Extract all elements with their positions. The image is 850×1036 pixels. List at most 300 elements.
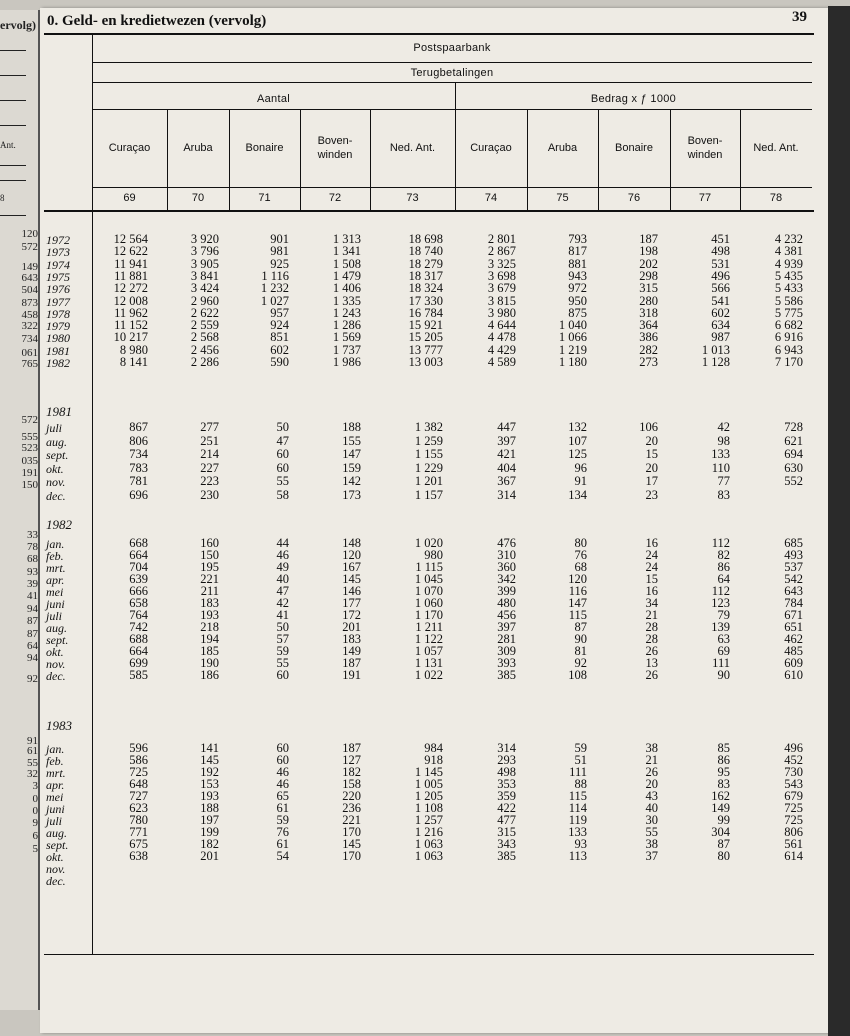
table-cell: 198 xyxy=(639,244,658,259)
bank-header: Postspaarbank xyxy=(413,42,491,54)
table-cell: 227 xyxy=(200,460,219,475)
table-cell: 221 xyxy=(200,572,219,586)
column-header: Boven- winden xyxy=(317,135,353,161)
row-label: juni xyxy=(46,597,65,611)
row-label: okt. xyxy=(46,461,64,476)
previous-page-fragment: 92 xyxy=(27,673,38,685)
previous-page-fragment: 523 xyxy=(21,442,38,454)
table-cell: 44 xyxy=(276,536,289,550)
table-cell: 784 xyxy=(784,596,803,610)
table-cell: 87 xyxy=(574,620,587,634)
table-cell: 139 xyxy=(711,620,730,634)
table-cell: 452 xyxy=(784,753,803,767)
table-cell: 981 xyxy=(270,244,289,259)
row-label: juli xyxy=(46,609,63,623)
table-cell: 61 xyxy=(276,801,289,815)
row-label: feb. xyxy=(46,754,64,768)
table-cell: 694 xyxy=(784,447,803,462)
table-cell: 485 xyxy=(784,644,803,658)
row-label: 1976 xyxy=(46,282,70,297)
table-cell: 106 xyxy=(639,420,658,434)
table-cell: 69 xyxy=(717,644,730,658)
table-cell: 1 201 xyxy=(414,474,443,489)
table-cell: 55 xyxy=(276,656,289,670)
table-cell: 15 xyxy=(645,447,658,462)
previous-page-fragment: 94 xyxy=(27,652,38,664)
table-cell: 950 xyxy=(568,293,587,308)
table-cell: 15 921 xyxy=(408,318,443,333)
table-cell: 943 xyxy=(568,268,587,283)
row-label: aug. xyxy=(46,826,67,840)
column-divider xyxy=(229,109,230,210)
previous-page-fragment: 873 xyxy=(21,297,38,309)
table-cell: 1 040 xyxy=(558,318,587,333)
table-cell: 498 xyxy=(497,765,516,779)
table-cell: 918 xyxy=(424,753,443,767)
row-label: aug. xyxy=(46,621,67,635)
table-cell: 1 180 xyxy=(558,355,587,369)
previous-page-fragment: 8 xyxy=(0,193,5,203)
table-cell: 57 xyxy=(276,632,289,646)
table-cell: 86 xyxy=(717,753,730,767)
column-header: Bonaire xyxy=(615,142,653,154)
table-cell: 596 xyxy=(129,741,148,755)
table-cell: 1 170 xyxy=(414,608,443,622)
table-cell: 159 xyxy=(342,460,361,475)
row-label: 1980 xyxy=(46,331,70,346)
table-cell: 83 xyxy=(717,777,730,791)
table-cell: 5 775 xyxy=(774,305,803,320)
table-cell: 309 xyxy=(497,644,516,658)
table-cell: 1 022 xyxy=(414,668,443,682)
previous-page-fragment: 322 xyxy=(21,320,38,332)
table-cell: 18 317 xyxy=(408,268,443,283)
table-cell: 7 170 xyxy=(774,355,803,369)
previous-page-fragment: 572 xyxy=(21,241,38,253)
table-cell: 621 xyxy=(784,433,803,448)
previous-page-fragment: 32 xyxy=(27,768,38,780)
table-cell: 28 xyxy=(645,620,658,634)
table-cell: 704 xyxy=(129,560,148,574)
rule-below-colnums xyxy=(44,210,814,212)
row-label: feb. xyxy=(46,549,64,563)
table-cell: 3 980 xyxy=(487,305,516,320)
table-cell: 37 xyxy=(645,849,658,863)
column-header: Ned. Ant. xyxy=(389,142,436,154)
table-cell: 783 xyxy=(129,460,148,475)
table-cell: 1 219 xyxy=(558,342,587,357)
table-cell: 18 740 xyxy=(408,244,443,259)
table-cell: 1 131 xyxy=(414,656,443,670)
previous-page-fragment: 78 xyxy=(27,541,38,553)
table-cell: 1 286 xyxy=(332,318,361,333)
table-cell: 40 xyxy=(645,801,658,815)
column-header: Curaçao xyxy=(470,142,512,154)
previous-page-rule xyxy=(0,165,26,166)
table-cell: 5 586 xyxy=(774,293,803,308)
table-cell: 21 xyxy=(645,608,658,622)
table-cell: 120 xyxy=(568,572,587,586)
table-cell: 34 xyxy=(645,596,658,610)
previous-page-fragment: 87 xyxy=(27,628,38,640)
table-cell: 972 xyxy=(568,281,587,296)
table-cell: 851 xyxy=(270,330,289,345)
table-cell: 8 980 xyxy=(119,342,148,357)
table-cell: 1 115 xyxy=(415,560,443,574)
table-cell: 1 128 xyxy=(701,355,730,369)
column-divider xyxy=(370,109,371,210)
table-cell: 38 xyxy=(645,837,658,851)
table-cell: 675 xyxy=(129,837,148,851)
table-cell: 3 698 xyxy=(487,268,516,283)
table-cell: 1 479 xyxy=(332,268,361,283)
table-cell: 8 141 xyxy=(119,355,148,369)
table-cell: 145 xyxy=(342,837,361,851)
table-cell: 1 057 xyxy=(414,644,443,658)
row-label: dec. xyxy=(46,669,66,683)
table-cell: 925 xyxy=(270,256,289,271)
table-cell: 310 xyxy=(497,548,516,562)
table-cell: 50 xyxy=(276,620,289,634)
table-cell: 141 xyxy=(200,741,219,755)
table-cell: 304 xyxy=(711,825,730,839)
table-cell: 49 xyxy=(276,560,289,574)
table-cell: 5 435 xyxy=(774,268,803,283)
column-divider xyxy=(167,109,168,210)
bottom-rule xyxy=(44,954,814,955)
table-cell: 3 920 xyxy=(190,232,219,246)
table-cell: 182 xyxy=(200,837,219,851)
table-cell: 537 xyxy=(784,560,803,574)
table-cell: 187 xyxy=(639,232,658,246)
table-cell: 190 xyxy=(200,656,219,670)
column-divider xyxy=(527,109,528,210)
table-cell: 170 xyxy=(342,825,361,839)
table-cell: 30 xyxy=(645,813,658,827)
table-cell: 17 xyxy=(645,474,658,489)
table-cell: 47 xyxy=(276,433,289,448)
table-cell: 602 xyxy=(270,342,289,357)
table-cell: 4 589 xyxy=(487,355,516,369)
previous-page-fragment: 3 xyxy=(32,780,38,792)
table-cell: 186 xyxy=(200,668,219,682)
table-cell: 68 xyxy=(574,560,587,574)
table-cell: 201 xyxy=(200,849,219,863)
table-cell: 183 xyxy=(342,632,361,646)
table-cell: 3 424 xyxy=(190,281,219,296)
table-cell: 623 xyxy=(129,801,148,815)
table-cell: 64 xyxy=(717,572,730,586)
row-label: 1975 xyxy=(46,269,70,284)
table-cell: 83 xyxy=(717,488,730,502)
table-cell: 60 xyxy=(276,447,289,462)
table-cell: 120 xyxy=(342,548,361,562)
previous-page-rule xyxy=(0,75,26,76)
table-cell: 668 xyxy=(129,536,148,550)
table-cell: 185 xyxy=(200,644,219,658)
table-cell: 4 429 xyxy=(487,342,516,357)
table-cell: 3 325 xyxy=(487,256,516,271)
table-cell: 456 xyxy=(497,608,516,622)
table-cell: 218 xyxy=(200,620,219,634)
previous-page-fragment: 41 xyxy=(27,590,38,602)
table-cell: 46 xyxy=(276,548,289,562)
table-cell: 397 xyxy=(497,620,516,634)
table-cell: 170 xyxy=(342,849,361,863)
table-cell: 46 xyxy=(276,765,289,779)
table-cell: 251 xyxy=(200,433,219,448)
table-cell: 47 xyxy=(276,584,289,598)
table-cell: 147 xyxy=(568,596,587,610)
table-cell: 1 257 xyxy=(414,813,443,827)
table-cell: 793 xyxy=(568,232,587,246)
table-cell: 90 xyxy=(574,632,587,646)
table-cell: 924 xyxy=(270,318,289,333)
previous-page-fragment: 035 xyxy=(21,455,38,467)
column-number: 69 xyxy=(123,192,136,204)
table-cell: 666 xyxy=(129,584,148,598)
table-cell: 1 020 xyxy=(414,536,443,550)
previous-page-fragment: 458 xyxy=(21,309,38,321)
amount-group-header: Bedrag x ƒ 1000 xyxy=(590,93,677,105)
table-cell: 477 xyxy=(497,813,516,827)
table-cell: 193 xyxy=(200,608,219,622)
table-cell: 282 xyxy=(639,342,658,357)
table-cell: 11 152 xyxy=(114,318,148,333)
table-cell: 60 xyxy=(276,753,289,767)
table-cell: 60 xyxy=(276,668,289,682)
row-label: nov. xyxy=(46,862,66,876)
previous-page-fragment: 91 xyxy=(27,735,38,747)
row-label: mei xyxy=(46,585,64,599)
column-header: Boven- winden xyxy=(687,135,723,161)
table-cell: 132 xyxy=(568,420,587,434)
table-cell: 41 xyxy=(276,608,289,622)
table-cell: 602 xyxy=(711,305,730,320)
row-label: 1981 xyxy=(46,343,70,358)
table-cell: 980 xyxy=(424,548,443,562)
table-cell: 55 xyxy=(276,474,289,489)
table-cell: 688 xyxy=(129,632,148,646)
previous-page-fragment: 55 xyxy=(27,757,38,769)
table-cell: 188 xyxy=(342,420,361,434)
table-cell: 671 xyxy=(784,608,803,622)
table-cell: 367 xyxy=(497,474,516,489)
table-cell: 566 xyxy=(711,281,730,296)
row-label: okt. xyxy=(46,850,64,864)
table-cell: 315 xyxy=(639,281,658,296)
table-cell: 230 xyxy=(200,488,219,502)
table-cell: 42 xyxy=(717,420,730,434)
row-label: 1978 xyxy=(46,306,70,321)
table-cell: 182 xyxy=(342,765,361,779)
table-cell: 60 xyxy=(276,741,289,755)
table-cell: 108 xyxy=(568,668,587,682)
previous-page-rule xyxy=(0,50,26,51)
table-cell: 177 xyxy=(342,596,361,610)
column-number: 78 xyxy=(769,192,783,204)
table-cell: 277 xyxy=(200,420,219,434)
table-cell: 194 xyxy=(200,632,219,646)
table-cell: 364 xyxy=(639,318,658,333)
table-cell: 24 xyxy=(645,560,658,574)
table-cell: 3 796 xyxy=(190,244,219,259)
previous-page-rule xyxy=(0,215,26,216)
row-label: sept. xyxy=(46,838,69,852)
row-label: 1972 xyxy=(46,233,70,247)
table-cell: 451 xyxy=(711,232,730,246)
table-cell: 817 xyxy=(568,244,587,259)
table-cell: 728 xyxy=(784,420,803,434)
table-cell: 193 xyxy=(200,789,219,803)
previous-page-fragment: 33 xyxy=(27,529,38,541)
table-cell: 195 xyxy=(200,560,219,574)
table-cell: 2 622 xyxy=(190,305,219,320)
table-cell: 725 xyxy=(784,813,803,827)
page-number: 39 xyxy=(792,9,807,25)
table-cell: 1 027 xyxy=(260,293,289,308)
table-cell: 590 xyxy=(270,355,289,369)
previous-page-fragment: 734 xyxy=(21,333,38,345)
table-cell: 2 960 xyxy=(190,293,219,308)
table-cell: 11 881 xyxy=(114,268,148,283)
previous-page-fragment: 68 xyxy=(27,553,38,565)
column-divider xyxy=(300,109,301,210)
table-cell: 3 679 xyxy=(487,281,516,296)
table-cell: 1 243 xyxy=(332,305,361,320)
row-label: jan. xyxy=(46,742,65,756)
table-cell: 541 xyxy=(711,293,730,308)
column-number: 72 xyxy=(328,192,342,204)
table-cell: 55 xyxy=(645,825,658,839)
table-cell: 10 217 xyxy=(113,330,148,345)
column-number: 71 xyxy=(258,192,271,204)
previous-page-fragment: 39 xyxy=(27,578,38,590)
table-cell: 543 xyxy=(784,777,803,791)
table-cell: 221 xyxy=(342,813,361,827)
column-header: Bonaire xyxy=(245,142,284,154)
table-cell: 1 313 xyxy=(332,232,361,246)
table-cell: 145 xyxy=(200,753,219,767)
row-label: sept. xyxy=(46,633,69,647)
table-cell: 133 xyxy=(568,825,587,839)
row-label: sept. xyxy=(46,448,69,463)
table-cell: 1 063 xyxy=(414,849,443,863)
column-header: Aruba xyxy=(547,142,578,154)
section-year-label: 1982 xyxy=(46,517,72,532)
table-cell: 476 xyxy=(497,536,516,550)
table-cell: 183 xyxy=(200,596,219,610)
table-cell: 4 644 xyxy=(487,318,516,333)
table-cell: 12 622 xyxy=(113,244,148,259)
row-label: dec. xyxy=(46,489,66,503)
table-cell: 149 xyxy=(711,801,730,815)
previous-page-fragment: 0 xyxy=(32,793,38,805)
table-cell: 610 xyxy=(784,668,803,682)
table-cell: 167 xyxy=(342,560,361,574)
table-cell: 4 381 xyxy=(774,244,803,259)
table-cell: 685 xyxy=(784,536,803,550)
table-cell: 23 xyxy=(645,488,658,502)
table-cell: 386 xyxy=(639,330,658,345)
table-cell: 1 066 xyxy=(558,330,587,345)
table-cell: 149 xyxy=(342,644,361,658)
section-year-label: 1983 xyxy=(46,718,72,733)
table-cell: 1 116 xyxy=(261,268,289,283)
table-cell: 150 xyxy=(200,548,219,562)
table-cell: 1 005 xyxy=(414,777,443,791)
table-cell: 63 xyxy=(717,632,730,646)
table-cell: 1 232 xyxy=(260,281,289,296)
table-cell: 293 xyxy=(497,753,516,767)
table-cell: 160 xyxy=(200,536,219,550)
previous-page-fragment: 61 xyxy=(27,745,38,757)
table-cell: 223 xyxy=(200,474,219,489)
table-cell: 40 xyxy=(276,572,289,586)
table-cell: 385 xyxy=(497,668,516,682)
table-cell: 643 xyxy=(784,584,803,598)
table-cell: 147 xyxy=(342,447,361,462)
table-cell: 2 286 xyxy=(190,355,219,369)
table-cell: 984 xyxy=(424,741,443,755)
table-cell: 630 xyxy=(784,460,803,475)
table-cell: 1 013 xyxy=(701,342,730,357)
table-cell: 1 259 xyxy=(414,433,443,448)
table-cell: 638 xyxy=(129,849,148,863)
table-cell: 404 xyxy=(497,460,516,475)
previous-page-fragment: 64 xyxy=(27,640,38,652)
table-cell: 50 xyxy=(276,420,289,434)
table-cell: 1 986 xyxy=(332,355,361,369)
table-cell: 115 xyxy=(568,789,587,803)
table-cell: 679 xyxy=(784,789,803,803)
table-cell: 26 xyxy=(645,644,658,658)
table-cell: 725 xyxy=(784,801,803,815)
table-cell: 614 xyxy=(784,849,803,863)
row-label: mrt. xyxy=(46,766,66,780)
table-cell: 1 229 xyxy=(414,460,443,475)
table-cell: 397 xyxy=(497,433,516,448)
table-cell: 15 205 xyxy=(408,330,443,345)
table-cell: 98 xyxy=(717,433,730,448)
table-cell: 59 xyxy=(276,644,289,658)
row-label: mei xyxy=(46,790,64,804)
table-cell: 586 xyxy=(129,753,148,767)
previous-page-fragment: 643 xyxy=(21,272,38,284)
row-label: dec. xyxy=(46,874,66,888)
table-cell: 12 564 xyxy=(113,232,148,246)
table-cell: 875 xyxy=(568,305,587,320)
table-cell: 725 xyxy=(129,765,148,779)
table-cell: 12 008 xyxy=(113,293,148,308)
table-cell: 162 xyxy=(711,789,730,803)
table-cell: 881 xyxy=(568,256,587,271)
table-cell: 6 682 xyxy=(774,318,803,333)
table-cell: 480 xyxy=(497,596,516,610)
table-cell: 1 070 xyxy=(414,584,443,598)
rule-below-bank xyxy=(92,62,812,63)
row-label: nov. xyxy=(46,475,66,490)
count-group-header: Aantal xyxy=(257,93,290,105)
table-cell: 92 xyxy=(574,656,587,670)
table-cell: 696 xyxy=(129,488,148,502)
table-cell: 585 xyxy=(129,668,148,682)
table-cell: 727 xyxy=(129,789,148,803)
table-cell: 112 xyxy=(711,536,730,550)
table-cell: 110 xyxy=(711,460,730,475)
column-number: 77 xyxy=(698,192,712,204)
row-label: apr. xyxy=(46,778,65,792)
